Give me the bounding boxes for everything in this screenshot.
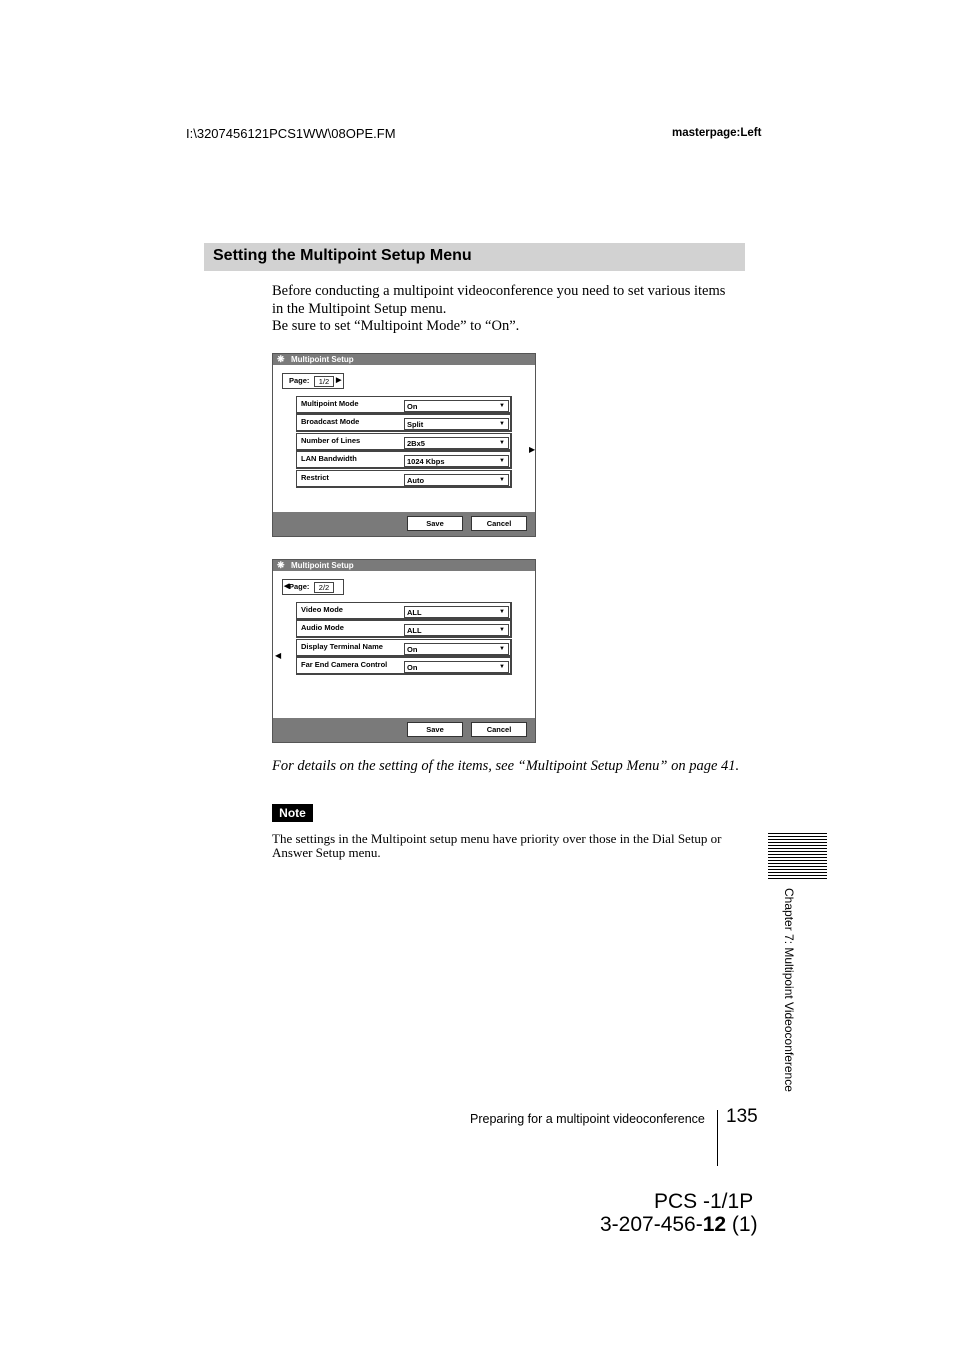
row-label: Display Terminal Name [301,642,383,651]
setup-icon: ❋ [277,354,285,364]
chevron-down-icon: ▼ [499,664,505,670]
row-label: Video Mode [301,605,343,614]
code-suffix: (1) [726,1213,758,1236]
reference-text: For details on the setting of the items, see “Multipoint Setup Menu” on page 41. [272,758,740,774]
select-value: 1024 Kbps [407,457,445,466]
document-code [600,1213,758,1237]
audio-mode-select[interactable] [404,624,509,636]
row-display-terminal-name [296,639,512,657]
broadcast-mode-select[interactable] [404,418,509,430]
intro-line-2: in the Multipoint Setup menu. [272,300,447,317]
page-value: 1/2 [314,376,334,387]
triangle-left-icon[interactable]: ◀ [275,651,282,660]
chevron-down-icon: ▼ [499,609,505,615]
model-code: PCS -1/1P [654,1190,754,1213]
save-button[interactable]: Save [407,722,463,737]
chevron-down-icon: ▼ [499,458,505,464]
select-value: Auto [407,476,425,485]
row-broadcast-mode [296,414,512,432]
multipoint-setup-screen-page-2 [272,559,536,743]
chevron-down-icon: ▼ [499,477,505,483]
select-value: On [407,402,418,411]
screen-title-bar [273,560,535,571]
select-value: ALL [407,626,422,635]
cancel-button[interactable]: Cancel [471,722,527,737]
row-video-mode [296,602,512,620]
page-selector[interactable] [282,373,344,389]
row-label: LAN Bandwidth [301,454,357,463]
intro-line-3: Be sure to set “Multipoint Mode” to “On”. [272,318,520,334]
multipoint-setup-screen-page-1 [272,353,536,537]
row-label: Number of Lines [301,436,361,445]
page-label: Page: [289,376,310,385]
page-number: 135 [726,1106,758,1127]
intro-line-1: Before conducting a multipoint videoconference you need to set various items [272,283,726,299]
select-value: Split [407,420,424,429]
screen-title: Multipoint Setup [291,561,354,570]
save-button[interactable]: Save [407,516,463,531]
triangle-left-icon[interactable]: ◀ [284,583,290,590]
screen-title: Multipoint Setup [291,355,354,364]
row-number-of-lines [296,433,512,451]
footer-divider [717,1110,718,1166]
row-label: Broadcast Mode [301,417,360,426]
select-value: On [407,663,418,672]
row-label: Restrict [301,473,329,482]
note-text: The settings in the Multipoint setup menu have priority over those in the Dial Setup or Answer Setup menu. [272,831,722,860]
code-prefix: 3-207-456- [600,1213,703,1236]
far-end-camera-control-select[interactable] [404,661,509,673]
multipoint-mode-select[interactable] [404,400,509,412]
select-value: ALL [407,608,422,617]
intro-paragraph [272,283,752,336]
select-value: 2Bx5 [407,439,425,448]
setup-icon: ❋ [277,560,285,570]
lan-bandwidth-select[interactable] [404,455,509,467]
chapter-title: Chapter 7: Multipoint Videoconference [782,888,796,1092]
chevron-down-icon: ▼ [499,403,505,409]
row-restrict [296,470,512,488]
restrict-select[interactable] [404,474,509,486]
row-label: Multipoint Mode [301,399,359,408]
note-badge: Note [272,804,313,822]
select-value: On [407,645,418,654]
chevron-down-icon: ▼ [499,440,505,446]
video-mode-select[interactable] [404,606,509,618]
section-title: Setting the Multipoint Setup Menu [213,247,472,264]
footer-caption: Preparing for a multipoint videoconference [470,1112,705,1126]
triangle-right-icon[interactable]: ▶ [336,377,342,384]
row-far-end-camera-control [296,657,512,675]
file-path: I:\3207456121PCS1WW\08OPE.FM [186,126,396,141]
chevron-down-icon: ▼ [499,421,505,427]
row-lan-bandwidth [296,451,512,469]
display-terminal-name-select[interactable] [404,643,509,655]
row-label: Audio Mode [301,623,344,632]
page-label: Page: [289,582,310,591]
chevron-down-icon: ▼ [499,627,505,633]
chapter-tab-lines [768,833,827,881]
number-of-lines-select[interactable] [404,437,509,449]
row-multipoint-mode [296,396,512,414]
page-value: 2/2 [314,582,334,593]
page-selector[interactable] [282,579,344,595]
cancel-button[interactable]: Cancel [471,516,527,531]
chevron-down-icon: ▼ [499,646,505,652]
code-bold: 12 [702,1213,727,1236]
row-audio-mode [296,620,512,638]
triangle-right-icon[interactable]: ▶ [529,445,536,454]
row-label: Far End Camera Control [301,660,388,669]
masterpage-label: masterpage:Left [672,127,762,139]
screen-title-bar [273,354,535,365]
